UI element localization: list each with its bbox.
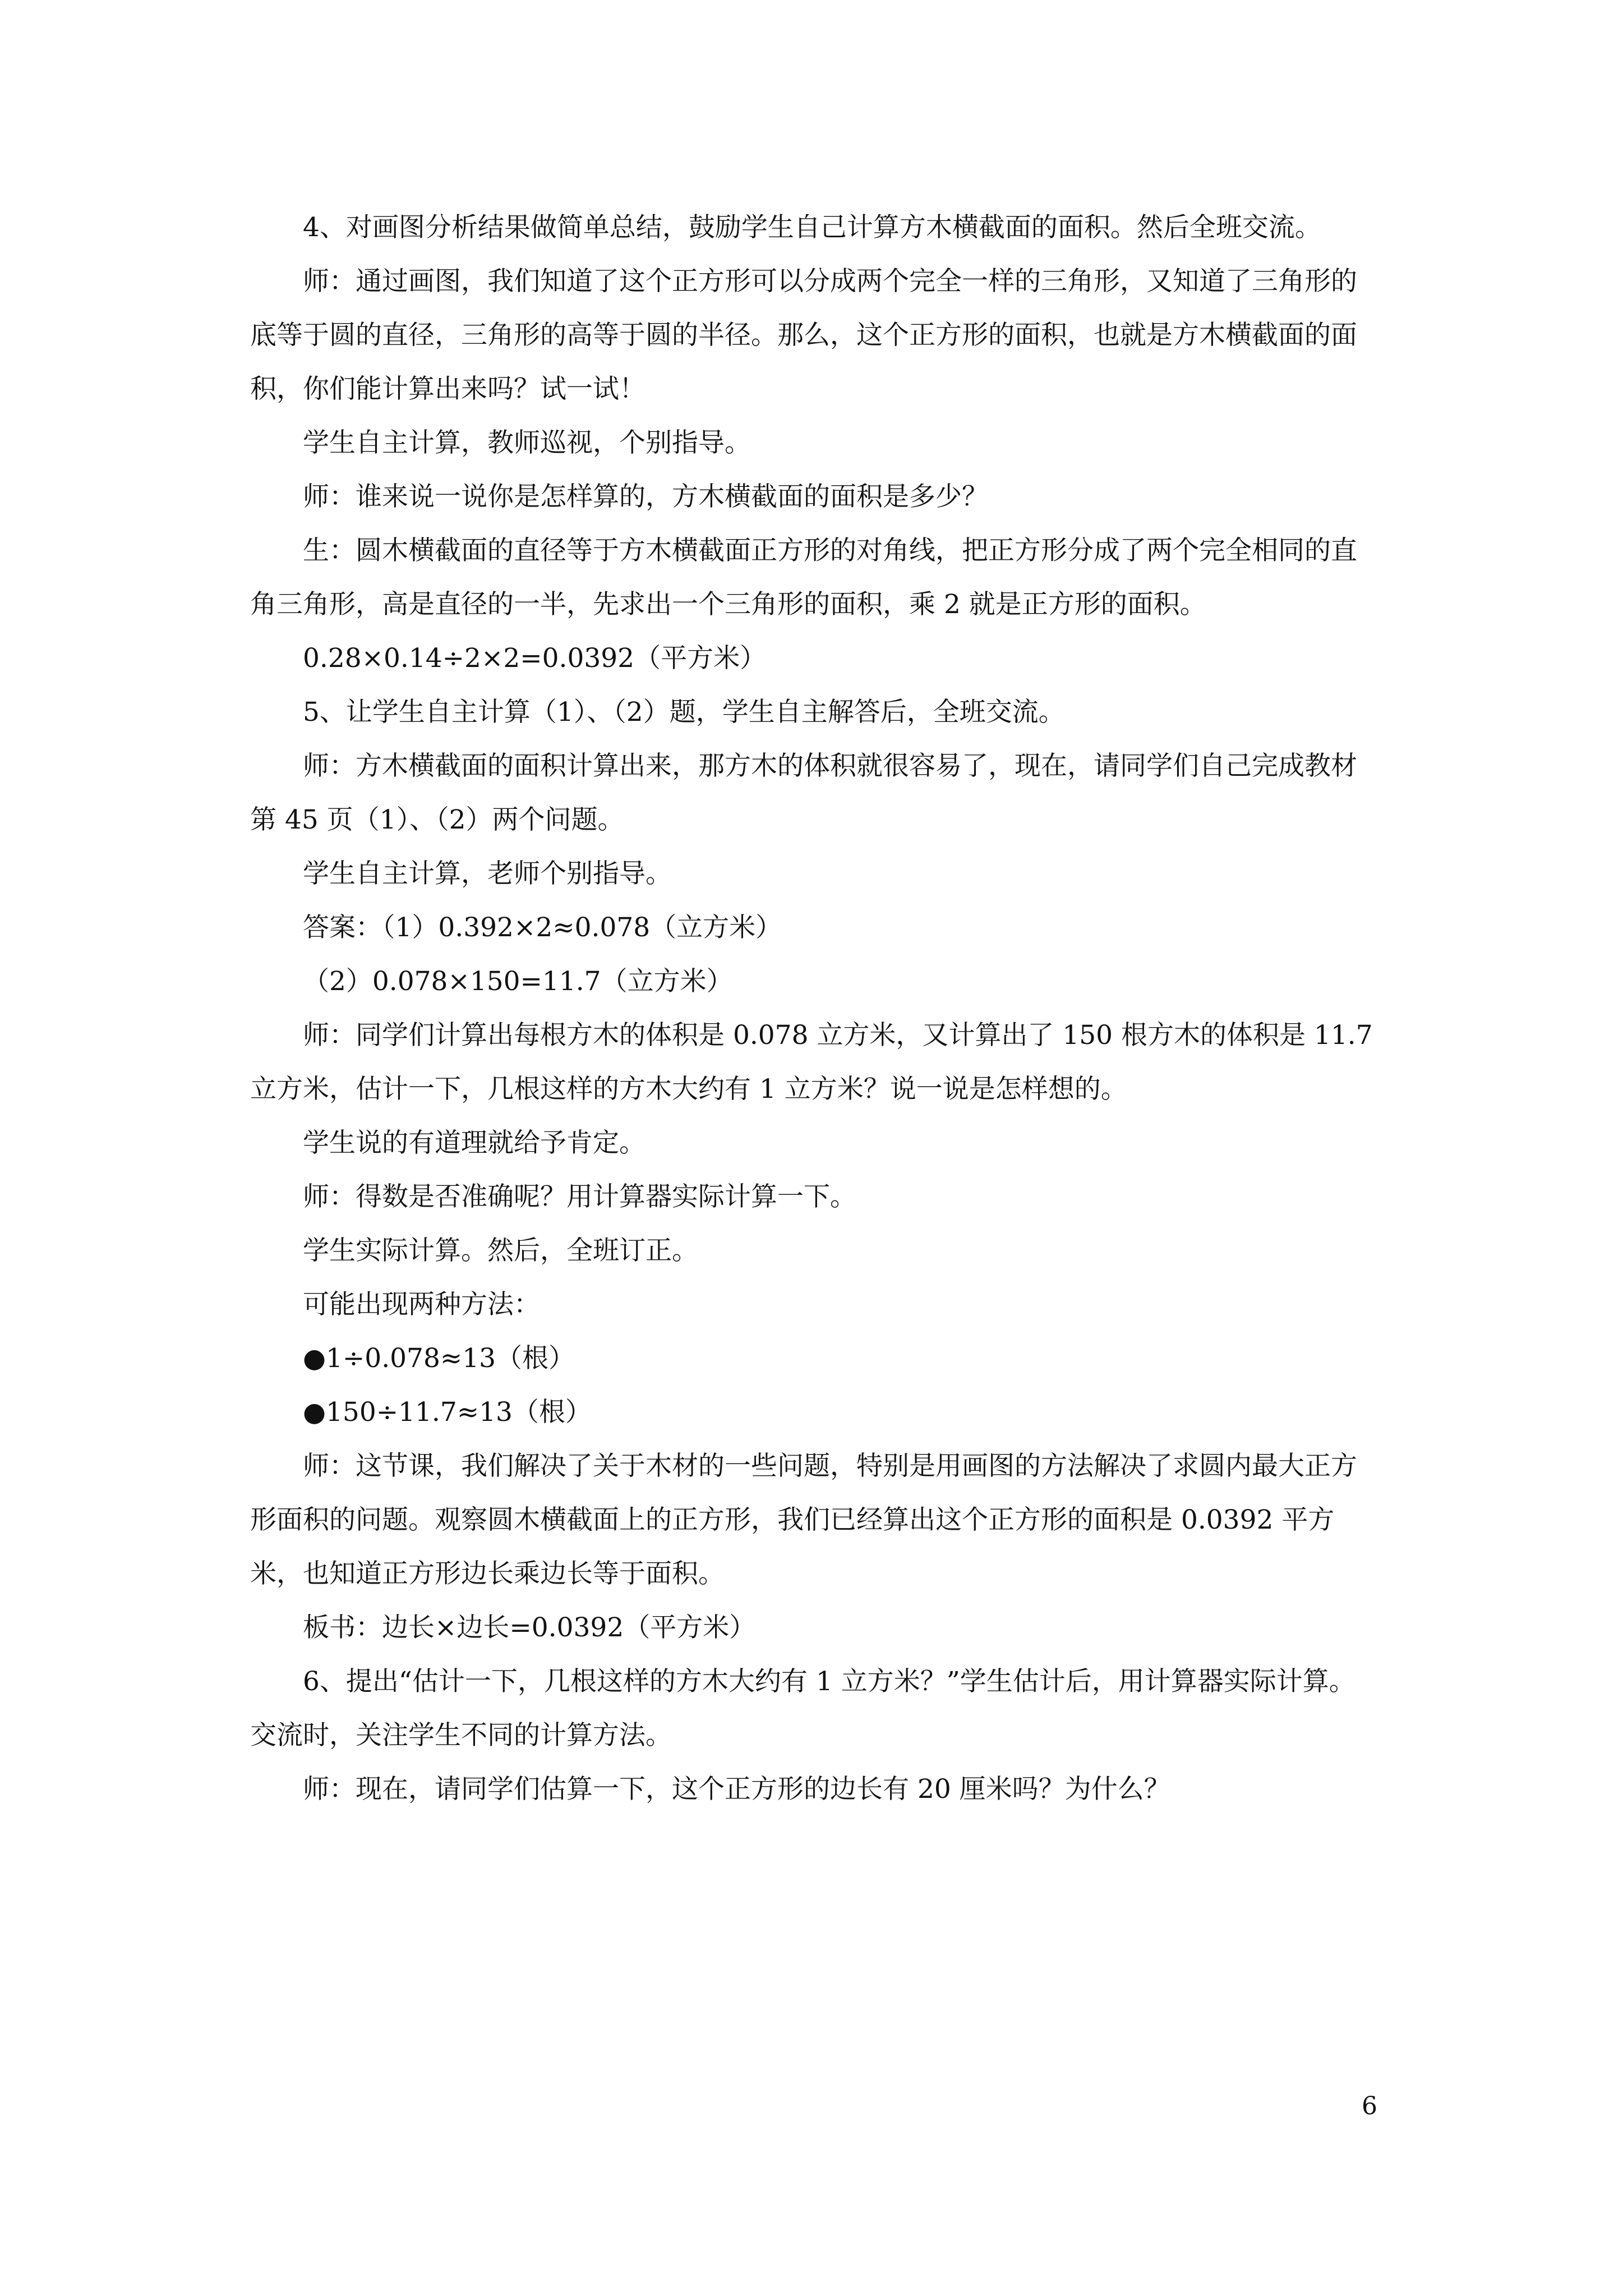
paragraph-two-methods: 可能出现两种方法：: [303, 1289, 540, 1320]
paragraph-affirm: 学生说的有道理就给予肯定。: [303, 1128, 645, 1158]
paragraph-teacher-drawing: 师：通过画图，我们知道了这个正方形可以分成两个完全一样的三角形，又知道了三角形的底等于圆的直径，三角形的高等于圆的半径。那么，这个正方形的面积，也就是方木横截面的面积，你们能计算出来吗？试一试！: [250, 266, 1357, 404]
paragraph-step-5: 5、让学生自主计算（1）、（2）题，学生自主解答后，全班交流。: [303, 697, 1065, 728]
answer-2: （2）0.078×150=11.7（立方米）: [303, 966, 733, 997]
paragraph-step-4: 4、对画图分析结果做简单总结，鼓励学生自己计算方木横截面的面积。然后全班交流。: [303, 212, 1321, 243]
paragraph-lesson-summary: 师：这节课，我们解决了关于木材的一些问题，特别是用画图的方法解决了求圆内最大正方形面积的问题。观察圆木横截面上的正方形，我们已经算出这个正方形的面积是 0.0392 平方米，也知道正方形边长乘边长等于面积。: [250, 1451, 1357, 1589]
paragraph-calculator: 师：得数是否准确呢？用计算器实际计算一下。: [303, 1181, 856, 1212]
method-1: ●1÷0.078≈13（根）: [303, 1343, 575, 1374]
paragraph-student-guidance: 学生自主计算，老师个别指导。: [303, 858, 672, 889]
paragraph-correction: 学生实际计算。然后，全班订正。: [303, 1235, 698, 1266]
paragraph-teacher-volume: 师：方木横截面的面积计算出来，那方木的体积就很容易了，现在，请同学们自己完成教材第 45 页（1）、（2）两个问题。: [250, 751, 1357, 835]
answer-1: 答案：（1）0.392×2≈0.078（立方米）: [303, 912, 782, 943]
board-writing: 板书：边长×边长=0.0392（平方米）: [303, 1612, 756, 1643]
page-number: 6: [1362, 2092, 1377, 2120]
paragraph-student-compute: 学生自主计算，教师巡视，个别指导。: [303, 427, 751, 458]
paragraph-student-answer: 生：圆木横截面的直径等于方木横截面正方形的对角线，把正方形分成了两个完全相同的直角三角形，高是直径的一半，先求出一个三角形的面积，乘 2 就是正方形的面积。: [250, 535, 1357, 620]
paragraph-teacher-question: 师：谁来说一说你是怎样算的，方木横截面的面积是多少？: [303, 481, 988, 512]
paragraph-teacher-estimate: 师：同学们计算出每根方木的体积是 0.078 立方米，又计算出了 150 根方木的体积是 11.7 立方米，估计一下，几根这样的方木大约有 1 立方米？说一说是怎样想的。: [250, 1020, 1373, 1105]
method-2: ●150÷11.7≈13（根）: [303, 1397, 592, 1428]
paragraph-final-question: 师：现在，请同学们估算一下，这个正方形的边长有 20 厘米吗？为什么？: [303, 1774, 1170, 1805]
page-content: [250, 201, 1377, 1816]
paragraph-step-6: 6、提出“估计一下，几根这样的方木大约有 1 立方米？”学生估计后，用计算器实际计算。交流时，关注学生不同的计算方法。: [250, 1666, 1355, 1751]
formula-area: 0.28×0.14÷2×2=0.0392（平方米）: [303, 643, 767, 674]
